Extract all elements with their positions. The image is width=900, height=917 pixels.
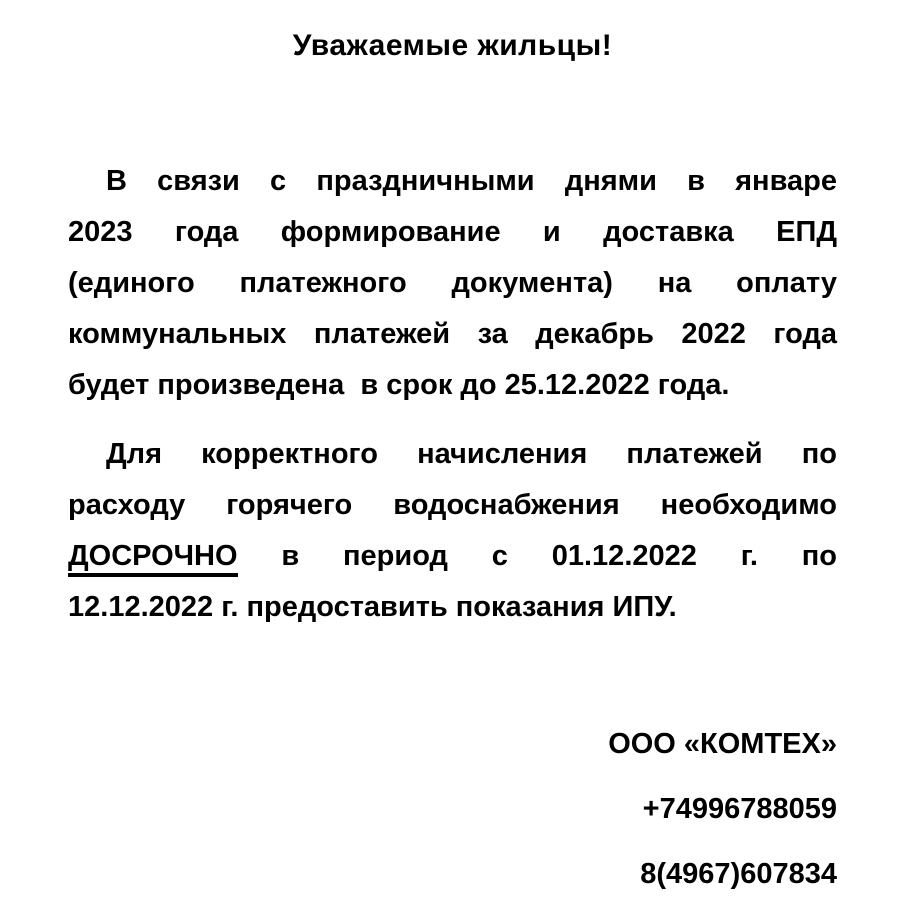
text-line <box>68 531 837 582</box>
text-line-rest: в период с 01.12.2022 г. по <box>281 540 837 572</box>
text-line: 2023 года формирование и доставка ЕПД <box>68 216 837 248</box>
paragraph-ipu <box>68 429 837 633</box>
text-line: 12.12.2022 г. предоставить показания ИПУ. <box>68 591 677 623</box>
text-line: расходу горячего водоснабжения необходимо <box>68 489 837 521</box>
text-line: (единого платежного документа) на оплату <box>68 267 837 299</box>
company-name: ООО «КОМТЕХ» <box>608 728 837 760</box>
paragraph-epd <box>68 156 837 411</box>
signature-block <box>68 719 837 900</box>
page-title: Уважаемые жильцы! <box>292 29 613 62</box>
dosrochno-underlined-word: ДОСРОЧНО <box>68 540 238 577</box>
phone-secondary: 8(4967)607834 <box>640 858 837 890</box>
phone-primary: +74996788059 <box>642 793 837 825</box>
text-line: коммунальных платежей за декабрь 2022 года <box>68 318 837 350</box>
text-line: Для корректного начисления платежей по <box>106 438 837 470</box>
text-line: будет произведена в срок до 25.12.2022 года. <box>68 369 730 401</box>
text-line: В связи с праздничными днями в январе <box>106 165 837 197</box>
